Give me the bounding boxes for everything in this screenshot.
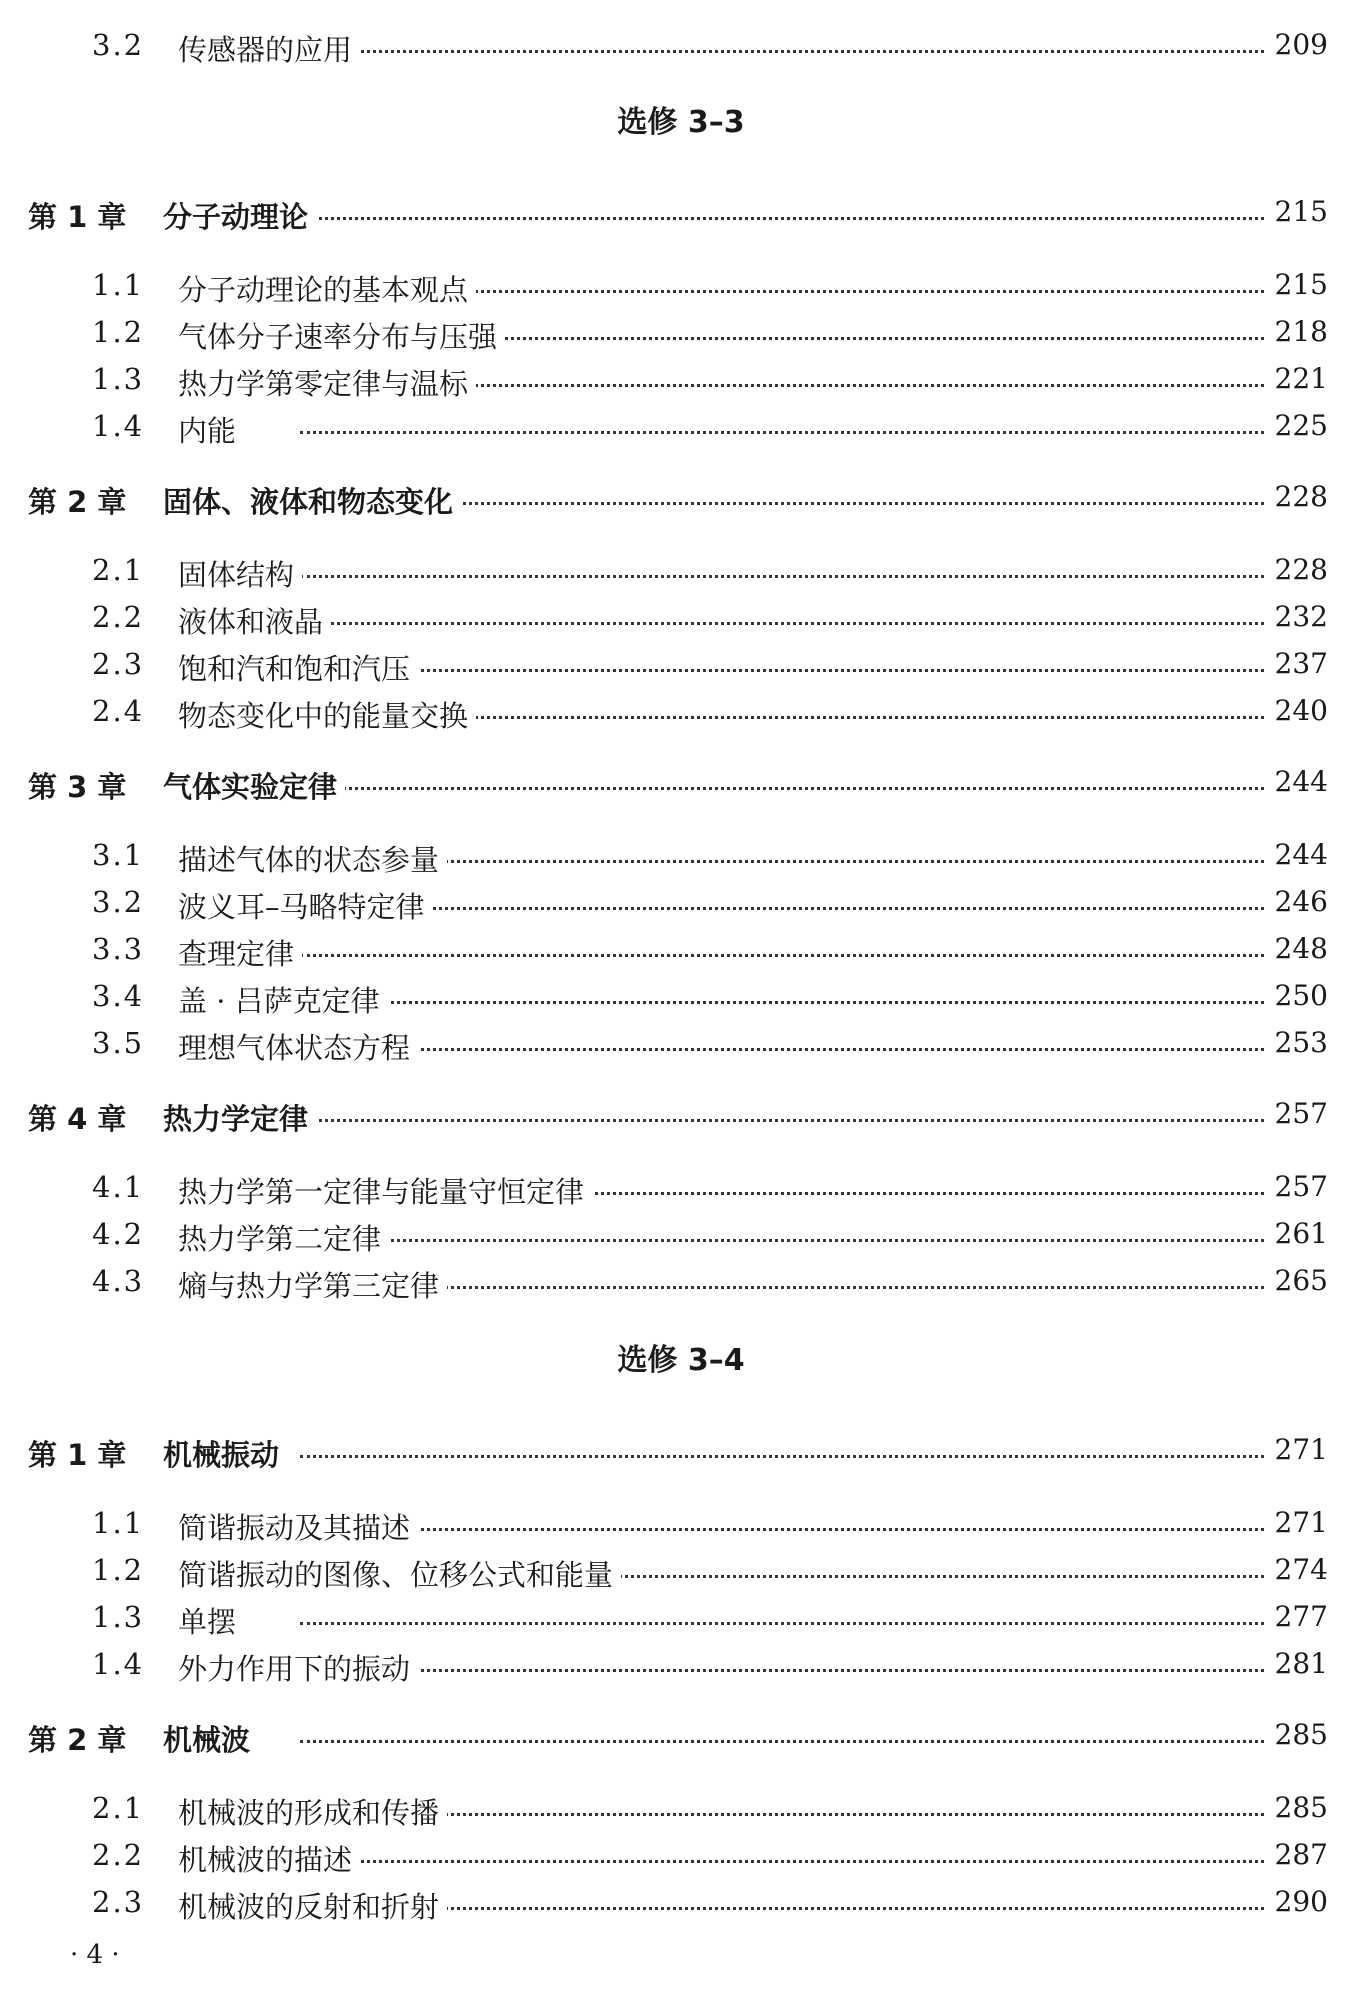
section-title: 机械波的反射和折射 (178, 1885, 447, 1926)
page-reference: 244 (1265, 838, 1328, 871)
section-number: 4.1 (92, 1170, 145, 1204)
dot-leader (300, 1622, 1282, 1625)
dot-leader (300, 1813, 1282, 1816)
dot-leader (300, 907, 1282, 910)
dot-leader (300, 954, 1282, 957)
page-reference: 221 (1265, 362, 1328, 395)
section-title: 外力作用下的振动 (178, 1647, 418, 1688)
page-reference: 250 (1265, 979, 1328, 1012)
page-reference: 225 (1265, 409, 1328, 442)
section-title: 热力学第二定律 (178, 1217, 389, 1258)
section-entry (0, 553, 1362, 593)
section-title: 盖 · 吕萨克定律 (178, 979, 388, 1020)
dot-leader (300, 1528, 1282, 1531)
page-reference: 271 (1265, 1506, 1328, 1539)
page-number: · 4 · (70, 1940, 120, 1970)
section-title: 简谐振动及其描述 (178, 1506, 418, 1547)
chapter-title: 固体、液体和物态变化 (163, 480, 461, 521)
section-number: 1.3 (92, 1600, 145, 1634)
chapter-entry (0, 195, 1362, 235)
section-entry (0, 979, 1362, 1019)
chapter-number: 第 2 章 (28, 1723, 127, 1757)
section-number: 3.5 (92, 1026, 145, 1060)
page-reference: 290 (1265, 1885, 1328, 1918)
page-reference: 277 (1265, 1600, 1328, 1633)
section-entry (0, 1885, 1362, 1925)
page-reference: 240 (1265, 694, 1328, 727)
dot-leader (300, 431, 1282, 434)
section-number: 2.1 (92, 1791, 145, 1825)
page-reference: 287 (1265, 1838, 1328, 1871)
chapter-number: 第 1 章 (28, 1438, 127, 1472)
section-number: 3.2 (92, 28, 145, 62)
dot-leader (300, 1286, 1282, 1289)
page-reference: 285 (1265, 1791, 1328, 1824)
dot-leader (300, 1048, 1282, 1051)
page-reference: 209 (1265, 28, 1328, 61)
page-reference: 274 (1265, 1553, 1328, 1586)
section-number: 3.3 (92, 932, 145, 966)
section-number: 2.2 (92, 600, 145, 634)
dot-leader (300, 1860, 1282, 1863)
dot-leader (300, 860, 1282, 863)
page-reference: 228 (1265, 480, 1328, 513)
dot-leader (300, 1119, 1282, 1122)
section-title: 饱和汽和饱和汽压 (178, 647, 418, 688)
section-entry (0, 1791, 1362, 1831)
section-title: 单摆 (178, 1600, 244, 1641)
section-number: 3.1 (92, 838, 145, 872)
part-heading: 选修 3–3 (617, 105, 745, 140)
section-number: 1.1 (92, 268, 145, 302)
section-entry (0, 409, 1362, 449)
page-reference: 281 (1265, 1647, 1328, 1680)
section-title: 热力学第零定律与温标 (178, 362, 476, 403)
page-reference: 261 (1265, 1217, 1328, 1250)
dot-leader (300, 1001, 1282, 1004)
dot-leader (300, 1740, 1282, 1743)
section-entry (0, 1170, 1362, 1210)
page-reference: 265 (1265, 1264, 1328, 1297)
page-reference: 244 (1265, 765, 1328, 798)
page-reference: 232 (1265, 600, 1328, 633)
chapter-entry (0, 1097, 1362, 1137)
chapter-entry (0, 1433, 1362, 1473)
section-entry (0, 362, 1362, 402)
section-title: 内能 (178, 409, 244, 450)
chapter-entry (0, 1718, 1362, 1758)
page-reference: 257 (1265, 1170, 1328, 1203)
chapter-number: 第 4 章 (28, 1102, 127, 1136)
section-entry (0, 1600, 1362, 1640)
section-title: 波义耳–马略特定律 (178, 885, 433, 926)
chapter-title: 机械波 (163, 1718, 258, 1759)
section-entry (0, 838, 1362, 878)
section-entry (0, 647, 1362, 687)
page-reference: 285 (1265, 1718, 1328, 1751)
chapter-title: 气体实验定律 (163, 765, 345, 806)
dot-leader (300, 575, 1282, 578)
page-reference: 215 (1265, 268, 1328, 301)
dot-leader (300, 217, 1282, 220)
section-title: 液体和液晶 (178, 600, 331, 641)
section-title: 机械波的描述 (178, 1838, 360, 1879)
page-reference: 246 (1265, 885, 1328, 918)
dot-leader (300, 669, 1282, 672)
section-number: 2.2 (92, 1838, 145, 1872)
section-number: 4.2 (92, 1217, 145, 1251)
chapter-title: 热力学定律 (163, 1097, 316, 1138)
page-reference: 253 (1265, 1026, 1328, 1059)
section-number: 4.3 (92, 1264, 145, 1298)
dot-leader (300, 622, 1282, 625)
section-title: 分子动理论的基本观点 (178, 268, 476, 309)
section-entry (0, 1217, 1362, 1257)
dot-leader (300, 1907, 1282, 1910)
section-entry (0, 1264, 1362, 1304)
page-reference: 228 (1265, 553, 1328, 586)
section-title: 描述气体的状态参量 (178, 838, 447, 879)
dot-leader (300, 787, 1282, 790)
section-title: 热力学第一定律与能量守恒定律 (178, 1170, 592, 1211)
section-title: 简谐振动的图像、位移公式和能量 (178, 1553, 621, 1594)
chapter-title: 机械振动 (163, 1433, 287, 1474)
section-number: 1.2 (92, 1553, 145, 1587)
chapter-number: 第 3 章 (28, 770, 127, 804)
section-number: 2.3 (92, 1885, 145, 1919)
section-title: 理想气体状态方程 (178, 1026, 418, 1067)
section-entry (0, 1838, 1362, 1878)
page-reference: 237 (1265, 647, 1328, 680)
chapter-number: 第 2 章 (28, 485, 127, 519)
page-reference: 271 (1265, 1433, 1328, 1466)
section-entry (0, 600, 1362, 640)
section-number: 1.1 (92, 1506, 145, 1540)
section-title: 机械波的形成和传播 (178, 1791, 447, 1832)
section-entry (0, 694, 1362, 734)
page-reference: 248 (1265, 932, 1328, 965)
chapter-entry (0, 765, 1362, 805)
section-entry (0, 885, 1362, 925)
section-number: 2.4 (92, 694, 145, 728)
section-number: 2.1 (92, 553, 145, 587)
part-heading: 选修 3–4 (617, 1343, 745, 1378)
section-entry (0, 1026, 1362, 1066)
dot-leader (300, 1239, 1282, 1242)
section-number: 1.2 (92, 315, 145, 349)
page-reference: 218 (1265, 315, 1328, 348)
dot-leader (300, 1455, 1282, 1458)
page-reference: 257 (1265, 1097, 1328, 1130)
section-entry (0, 932, 1362, 972)
section-title: 气体分子速率分布与压强 (178, 315, 505, 356)
section-title: 查理定律 (178, 932, 302, 973)
chapter-number: 第 1 章 (28, 200, 127, 234)
dot-leader (300, 1669, 1282, 1672)
chapter-entry (0, 480, 1362, 520)
chapter-title: 分子动理论 (163, 195, 316, 236)
section-entry (0, 268, 1362, 308)
section-entry (0, 315, 1362, 355)
section-number: 1.3 (92, 362, 145, 396)
section-entry (0, 28, 1362, 68)
dot-leader (300, 50, 1282, 53)
section-entry (0, 1506, 1362, 1546)
section-number: 1.4 (92, 409, 145, 443)
section-entry (0, 1647, 1362, 1687)
section-number: 3.2 (92, 885, 145, 919)
section-number: 3.4 (92, 979, 145, 1013)
section-title: 固体结构 (178, 553, 302, 594)
section-title: 熵与热力学第三定律 (178, 1264, 447, 1305)
section-entry (0, 1553, 1362, 1593)
section-title: 物态变化中的能量交换 (178, 694, 476, 735)
section-title: 传感器的应用 (178, 28, 360, 69)
section-number: 1.4 (92, 1647, 145, 1681)
section-number: 2.3 (92, 647, 145, 681)
page-reference: 215 (1265, 195, 1328, 228)
